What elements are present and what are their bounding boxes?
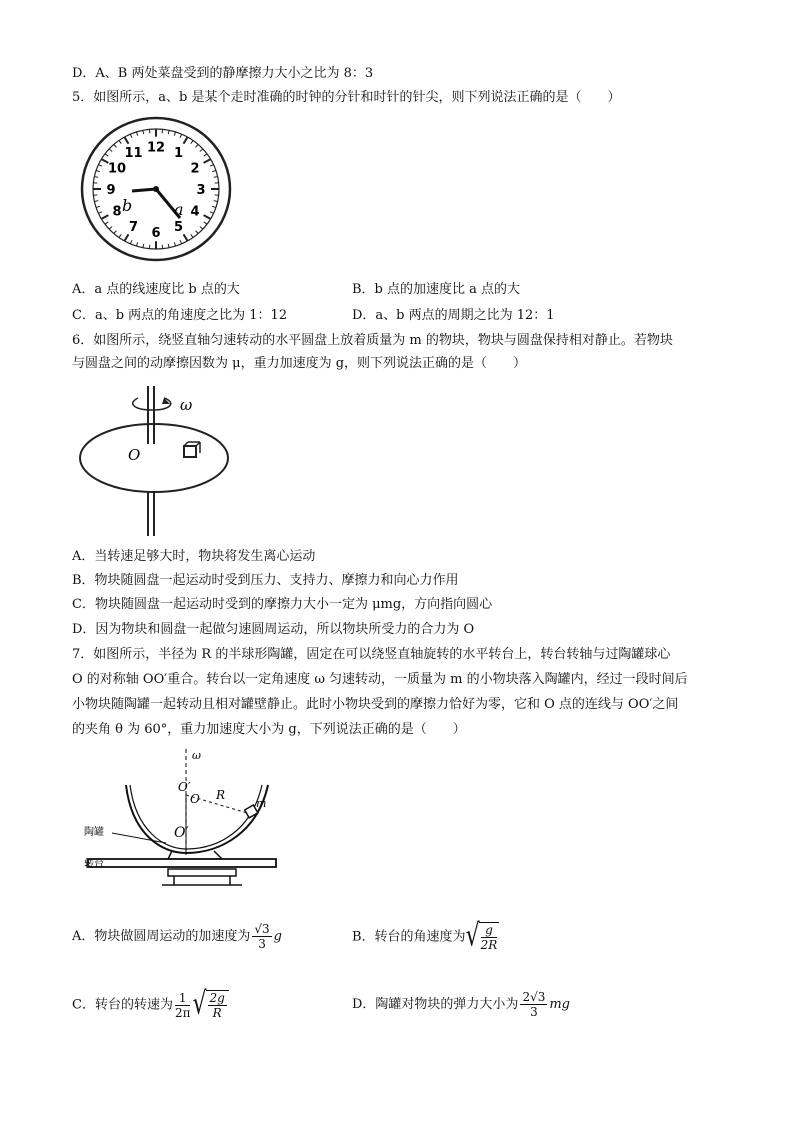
clock-number: 7 (128, 220, 139, 236)
clock-tick (168, 130, 169, 134)
clock-tick (101, 215, 108, 219)
q6-stem-1: 6．如图所示，绕竖直轴匀速转动的水平圆盘上放着质量为 m 的物块，物块与圆盘保持相对静止。若物块 (72, 333, 673, 348)
clock-tick (137, 242, 138, 246)
q6-stem-2: 与圆盘之间的动摩擦因数为 μ，重力加速度为 g，则下列说法正确的是（ ） (72, 356, 527, 371)
clock-tick (180, 240, 182, 243)
q6-option-a: A．当转速足够大时，物块将发生离心运动 (72, 549, 316, 564)
q7-option-b: B．转台的角速度为√ $\frac{g}{2R}$ (352, 918, 498, 954)
clock-tick (212, 171, 216, 172)
q5-option-d: D．a、b 两点的周期之比为 12：1 (352, 308, 555, 323)
clock-tick (191, 234, 193, 237)
label-o-center: O′ (174, 825, 189, 841)
q7-option-d: D．陶罐对物块的弹力大小为 $\frac{2√3}{3}$ mg (352, 990, 571, 1019)
clock-tick (210, 165, 214, 167)
clock-tick (204, 215, 211, 219)
clock-tick (105, 154, 108, 156)
q5-option-a: A．a 点的线速度比 b 点的大 (72, 282, 240, 297)
clock-tick (210, 212, 214, 214)
label-table: 转台 (84, 859, 104, 870)
clock-tick (98, 212, 102, 214)
clock-tick (184, 137, 188, 144)
clock-tick (174, 242, 175, 246)
clock-tick (214, 201, 218, 202)
clock-tick (184, 234, 188, 241)
clock-tick (212, 206, 216, 207)
clock-number: 5 (173, 220, 184, 236)
clock-tick (130, 134, 132, 137)
q5-option-b: B．b 点的加速度比 a 点的大 (352, 282, 521, 297)
turntable-base (168, 869, 236, 876)
bowl-figure (82, 745, 282, 895)
q4-option-d: D．A、B 两处菜盘受到的静摩擦力大小之比为 8：3 (72, 66, 374, 81)
clock-tick (94, 177, 98, 178)
clock-tick (114, 231, 117, 234)
clock-tick (125, 137, 129, 144)
hour-hand (132, 189, 156, 191)
clock-number: 12 (146, 140, 166, 156)
q7-stem-4: 的夹角 θ 为 60°，重力加速度大小为 g，下列说法正确的是（ ） (72, 722, 466, 737)
clock-tick (204, 154, 207, 156)
block (184, 446, 196, 457)
clock-tick (114, 145, 117, 148)
q7-option-c: C．转台的转速为 $\frac{1}{2\pi}$ √ $\frac{2g}{R}$ (72, 990, 229, 1020)
q7-stem-2: O 的对称轴 OO′重合。转台以一定角速度 ω 匀速转动，一质量为 m 的小物块落入陶罐内，经过一段时间后 (72, 672, 688, 687)
label-r: R (216, 788, 226, 802)
clock-tick (94, 201, 98, 202)
label-jar: 陶罐 (84, 827, 104, 838)
clock-tick (98, 165, 102, 167)
clock-tick (200, 149, 203, 152)
clock-tick (191, 141, 193, 144)
clock-number: 3 (196, 183, 206, 198)
svg-text:ω: ω (192, 749, 201, 762)
q6-option-b: B．物块随圆盘一起运动时受到压力、支持力、摩擦力和向心力作用 (72, 573, 459, 588)
label-o-prime-top: O′ (178, 780, 191, 794)
clock-tick (96, 206, 100, 207)
clock-tick (119, 141, 121, 144)
q7-stem-3: 小物块随陶罐一起转动且相对罐壁静止。此时小物块受到的摩擦力恰好为零，它和 O 点的连线与 OO′之间 (72, 697, 679, 712)
clock-tick (195, 231, 198, 234)
clock-number: 6 (151, 225, 161, 241)
clock-tick (109, 227, 112, 230)
clock-tick (96, 171, 100, 172)
disk-figure (76, 382, 244, 538)
clock-tick (195, 145, 198, 148)
q7a-fraction: $\frac{√3}{3}$ (254, 922, 270, 951)
clock-tick (168, 244, 169, 248)
clock-tick (137, 132, 138, 136)
clock-tick (200, 227, 203, 230)
q7-stem-1: 7．如图所示，半径为 R 的半球形陶罐，固定在可以绕竖直轴旋转的水平转台上，转台转轴与过陶罐球心 (72, 647, 671, 662)
label-b: b (122, 196, 133, 215)
clock-tick (214, 177, 218, 178)
clock-tick (130, 240, 132, 243)
clock-tick (174, 132, 175, 136)
clock-tick (204, 159, 211, 163)
q5-stem: 5．如图所示，a、b 是某个走时准确的时钟的分针和时针的针尖，则下列说法正确的是（ ） (72, 90, 621, 105)
label-o: O (190, 792, 200, 806)
clock-center (153, 186, 159, 192)
q6-option-d: D．因为物块和圆盘一起做匀速圆周运动，所以物块所受力的合力为 O (72, 622, 475, 637)
q7-option-a: A．物块做圆周运动的加速度为 $\frac{√3}{3}$ g (72, 922, 282, 951)
center-label: O (128, 446, 141, 464)
clock-number: 4 (190, 204, 200, 220)
label-a: a (174, 200, 184, 219)
clock-number: 8 (112, 204, 122, 220)
omega-label: ω (180, 396, 193, 414)
clock-number: 9 (106, 183, 116, 198)
q6-option-c: C．物块随圆盘一起运动时受到的摩擦力大小一定为 μmg，方向指向圆心 (72, 597, 493, 612)
clock-number: 1 (173, 145, 184, 161)
clock-tick (119, 234, 121, 237)
clock-tick (105, 222, 108, 224)
label-m: m (256, 797, 267, 810)
clock-tick (180, 134, 182, 137)
clock-number: 2 (190, 161, 200, 177)
clock-number: 10 (107, 161, 127, 177)
clock-tick (109, 149, 112, 152)
clock-figure (78, 114, 234, 264)
clock-tick (204, 222, 207, 224)
clock-tick (143, 130, 144, 134)
clock-number: 11 (124, 145, 143, 161)
turntable (88, 859, 276, 867)
clock-tick (143, 244, 144, 248)
clock-tick (125, 234, 129, 241)
q5-option-c: C．a、b 两点的角速度之比为 1：12 (72, 308, 288, 323)
